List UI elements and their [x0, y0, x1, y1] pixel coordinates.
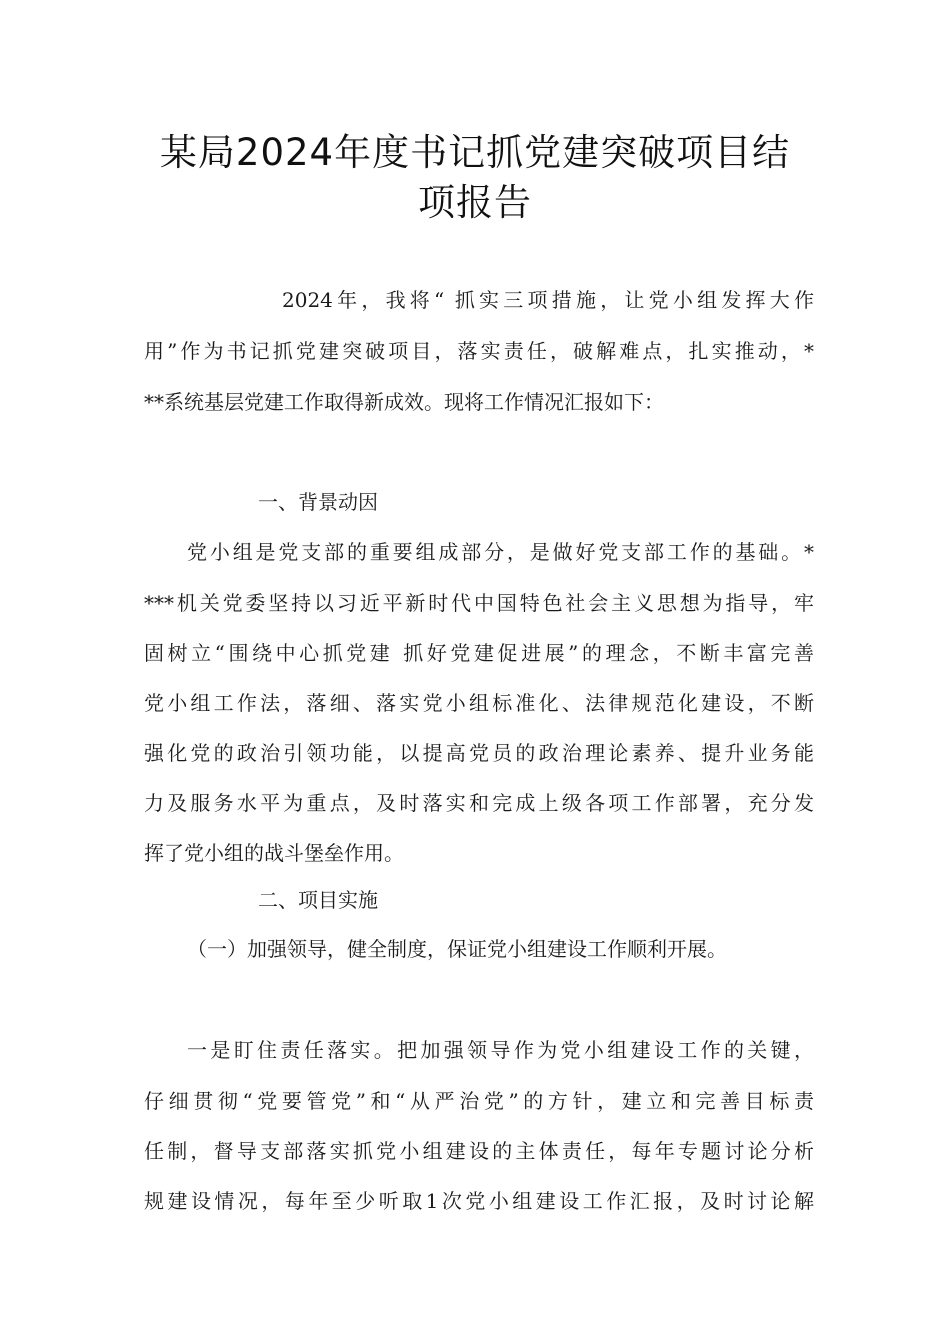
section-1-line-2: ***机关党委坚持以习近平新时代中国特色社会主义思想为指导，牢 — [144, 591, 814, 615]
subsection-1-line-3: 任制，督导支部落实抓党小组建设的主体责任，每年专题讨论分析 — [144, 1139, 814, 1163]
document-title-line-1: 某局2024年度书记抓党建突破项目结 — [159, 131, 791, 174]
section-2-heading: 二、项目实施 — [258, 888, 378, 912]
section-1-line-3: 固树立“围绕中心抓党建 抓好党建促进展”的理念，不断丰富完善 — [144, 641, 814, 665]
intro-line-1: 2024年，我将“ 抓实三项措施，让党小组发挥大作 — [282, 288, 814, 312]
subsection-1-line-1: 一是盯住责任落实。把加强领导作为党小组建设工作的关键， — [187, 1038, 814, 1062]
subsection-1-heading: （一）加强领导，健全制度，保证党小组建设工作顺利开展。 — [187, 937, 727, 961]
section-1-line-4: 党小组工作法，落细、落实党小组标准化、法律规范化建设，不断 — [144, 691, 814, 715]
subsection-1-line-4: 规建设情况，每年至少听取1次党小组建设工作汇报，及时讨论解 — [144, 1189, 814, 1213]
section-1-line-6: 力及服务水平为重点，及时落实和完成上级各项工作部署，充分发 — [144, 791, 814, 815]
section-1-line-1: 党小组是党支部的重要组成部分，是做好党支部工作的基础。* — [187, 540, 814, 564]
section-1-line-5: 强化党的政治引领功能，以提高党员的政治理论素养、提升业务能 — [144, 741, 814, 765]
section-1-heading: 一、背景动因 — [258, 490, 378, 514]
document-title-line-2: 项报告 — [418, 181, 532, 224]
subsection-1-line-2: 仔细贯彻“党要管党”和“从严治党”的方针，建立和完善目标责 — [144, 1089, 814, 1113]
intro-line-3: **系统基层党建工作取得新成效。现将工作情况汇报如下： — [144, 390, 664, 414]
intro-line-2: 用”作为书记抓党建突破项目，落实责任，破解难点，扎实推动，* — [144, 339, 814, 363]
section-1-line-7: 挥了党小组的战斗堡垒作用。 — [144, 841, 404, 865]
